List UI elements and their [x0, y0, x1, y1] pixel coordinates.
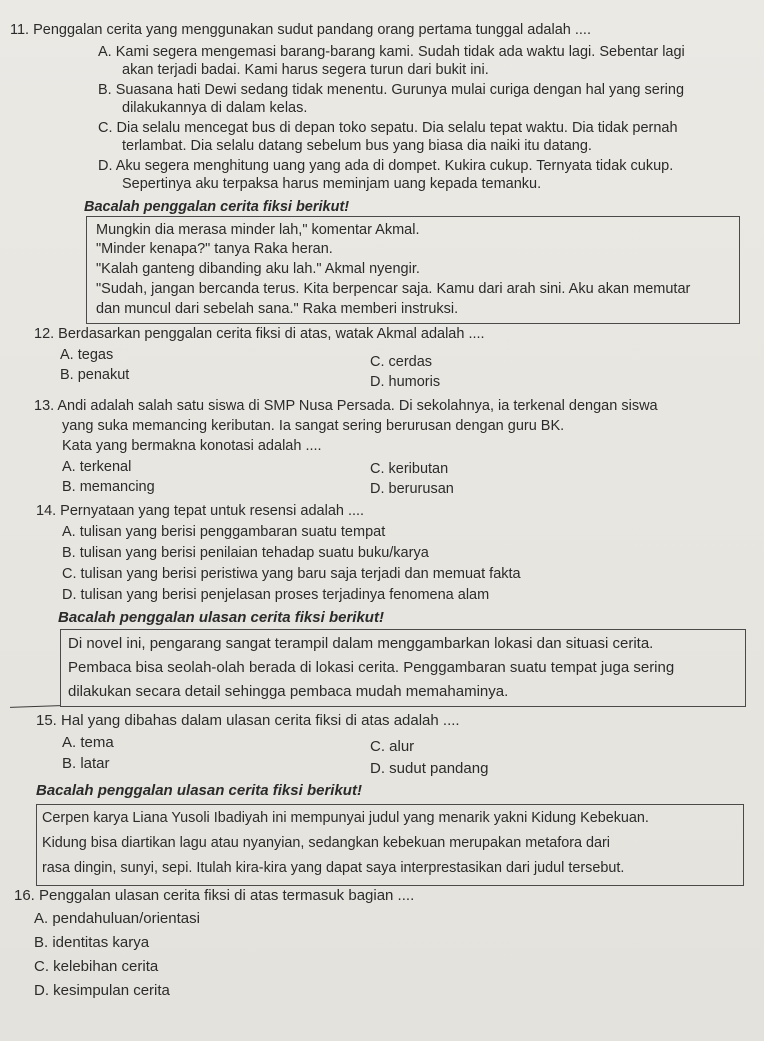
q16-stem: 16. Penggalan ulasan cerita fiksi di atas termasuk bagian ....	[14, 887, 415, 904]
q11-option-c-cont: terlambat. Dia selalu datang sebelum bus yang biasa dia naiki itu datang.	[122, 138, 592, 154]
excerpt1-line-5: dan muncul dari sebelah sana." Raka memberi instruksi.	[96, 301, 459, 317]
q11-option-b: B. Suasana hati Dewi sedang tidak menentu. Gurunya mulai curiga dengan hal yang sering	[98, 82, 685, 98]
excerpt1-line-4: "Sudah, jangan bercanda terus. Kita berpencar saja. Kamu dari arah sini. Aku akan memutar	[96, 281, 691, 297]
q11-stem: 11. Penggalan cerita yang menggunakan sudut pandang orang pertama tunggal adalah ....	[10, 22, 591, 38]
q13-option-d: D. berurusan	[370, 481, 454, 497]
excerpt1-line-3: "Kalah ganteng dibanding aku lah." Akmal nyengir.	[96, 261, 420, 277]
q13-stem-question: Kata yang bermakna konotasi adalah ....	[62, 438, 322, 454]
excerpt2-line-2: Pembaca bisa seolah-olah berada di lokasi cerita. Penggambaran suatu tempat juga sering	[68, 659, 675, 676]
q15-option-b: B. latar	[62, 755, 110, 772]
excerpt1-line-1: Mungkin dia merasa minder lah," komentar Akmal.	[96, 222, 420, 238]
q14-stem: 14. Pernyataan yang tepat untuk resensi adalah ....	[36, 503, 365, 519]
excerpt1-heading: Bacalah penggalan cerita fiksi berikut!	[84, 199, 350, 215]
excerpt2-line-3: dilakukan secara detail sehingga pembaca mudah memahaminya.	[68, 683, 509, 700]
q12-option-c: C. cerdas	[370, 354, 433, 370]
q15-option-d: D. sudut pandang	[370, 760, 489, 777]
q13-option-c: C. keributan	[370, 461, 449, 477]
q11-option-a-cont: akan terjadi badai. Kami harus segera turun dari bukit ini.	[122, 62, 489, 78]
q12-stem: 12. Berdasarkan penggalan cerita fiksi di atas, watak Akmal adalah ....	[34, 326, 485, 342]
q15-option-a: A. tema	[62, 734, 114, 751]
excerpt3-heading: Bacalah penggalan ulasan cerita fiksi berikut!	[36, 782, 362, 799]
q12-option-b: B. penakut	[60, 367, 130, 383]
excerpt2-heading: Bacalah penggalan ulasan cerita fiksi berikut!	[58, 609, 384, 626]
q13-stem: 13. Andi adalah salah satu siswa di SMP Nusa Persada. Di sekolahnya, ia terkenal dengan siswa	[34, 398, 658, 414]
q14-option-a: A. tulisan yang berisi penggambaran suatu tempat	[62, 524, 386, 540]
q16-option-c: C. kelebihan cerita	[34, 958, 159, 975]
q13-option-b: B. memancing	[62, 479, 155, 495]
q11-option-a: A. Kami segera mengemasi barang-barang kami. Sudah tidak ada waktu lagi. Sebentar lagi	[98, 44, 685, 60]
q13-stem-cont: yang suka memancing keributan. Ia sangat sering berurusan dengan guru BK.	[62, 418, 565, 434]
excerpt1-line-2: "Minder kenapa?" tanya Raka heran.	[96, 241, 333, 257]
q11-option-d-cont: Sepertinya aku terpaksa harus meminjam uang kepada temanku.	[122, 176, 542, 192]
q13-option-a: A. terkenal	[62, 459, 132, 475]
q11-option-c: C. Dia selalu mencegat bus di depan toko sepatu. Dia selalu tepat waktu. Dia tidak pernah	[98, 120, 678, 136]
q16-option-a: A. pendahuluan/orientasi	[34, 910, 200, 927]
excerpt3-line-3: rasa dingin, sunyi, sepi. Itulah kira-kira yang dapat saya interprestasikan dari judul tersebut.	[42, 860, 625, 876]
pen-mark	[10, 705, 60, 708]
q12-option-d: D. humoris	[370, 374, 441, 390]
q11-option-b-cont: dilakukannya di dalam kelas.	[122, 100, 308, 116]
q11-option-d: D. Aku segera menghitung uang yang ada di dompet. Kukira cukup. Ternyata tidak cukup.	[98, 158, 674, 174]
excerpt3-line-2: Kidung bisa diartikan lagu atau nyanyian, sedangkan kebekuan merupakan metafora dari	[42, 835, 611, 851]
q16-option-b: B. identitas karya	[34, 934, 150, 951]
q14-option-d: D. tulisan yang berisi penjelasan proses terjadinya fenomena alam	[62, 587, 490, 603]
q12-option-a: A. tegas	[60, 347, 114, 363]
excerpt3-line-1: Cerpen karya Liana Yusoli Ibadiyah ini mempunyai judul yang menarik yakni Kidung Kebekuan.	[42, 810, 649, 826]
q16-option-d: D. kesimpulan cerita	[34, 982, 170, 999]
q15-stem: 15. Hal yang dibahas dalam ulasan cerita fiksi di atas adalah ....	[36, 712, 460, 729]
excerpt2-line-1: Di novel ini, pengarang sangat terampil dalam menggambarkan lokasi dan situasi cerita.	[68, 635, 654, 652]
q15-option-c: C. alur	[370, 738, 415, 755]
q14-option-b: B. tulisan yang berisi penilaian tehadap suatu buku/karya	[62, 545, 429, 561]
q14-option-c: C. tulisan yang berisi peristiwa yang baru saja terjadi dan memuat fakta	[62, 566, 521, 582]
